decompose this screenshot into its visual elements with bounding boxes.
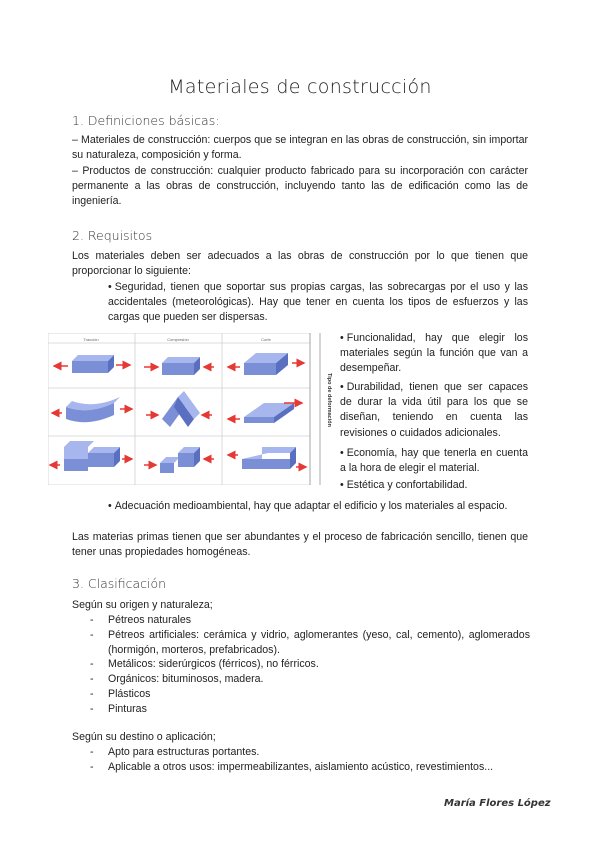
col-header-compresion: Compresión bbox=[167, 337, 189, 342]
section-2-heading: 2. Requisitos bbox=[72, 228, 153, 243]
block-compresion-1 bbox=[144, 357, 214, 375]
block-torsion-1 bbox=[228, 403, 302, 423]
block-traccion-1 bbox=[54, 355, 130, 373]
deformation-diagram bbox=[48, 333, 334, 485]
block-compresion-2 bbox=[144, 447, 214, 473]
requisito-estetica: • Estética y confortabilidad. bbox=[340, 478, 528, 493]
requisito-adecuacion: • Adecuación medioambiental, hay que adaptar el edificio y los materiales al espacio. bbox=[108, 499, 528, 514]
definition-productos: – Productos de construcción: cualquier producto fabricado para su incorporación con carácter permanente a las obras de construcción, incluyendo tanto las de edificación como las de ingeniería. bbox=[72, 165, 528, 208]
requisito-durabilidad: • Durabilidad, tienen que ser capaces de durar la vida útil para los que se diseñan, teniendo en cuenta las revisiones o cuidados adicionales. bbox=[340, 380, 528, 441]
block-corte-1 bbox=[228, 353, 304, 375]
destino-list bbox=[90, 745, 530, 775]
block-pandeo-1 bbox=[146, 391, 212, 427]
block-flexion-1 bbox=[52, 397, 132, 422]
col-header-corte: Corte bbox=[261, 337, 271, 342]
page-title: Materiales de construcción bbox=[168, 76, 432, 98]
definition-materiales: – Materiales de construcción: cuerpos que se integran en las obras de construcción, sin importar su naturaleza, composición y forma. bbox=[72, 134, 528, 162]
origen-list bbox=[90, 613, 530, 717]
block-traccion-2 bbox=[50, 441, 132, 471]
list-item: - Pétreos naturales bbox=[90, 614, 192, 626]
author-signature: María Flores López bbox=[444, 798, 551, 809]
requisito-seguridad: • Seguridad, tienen que soportar sus propias cargas, las sobrecargas por el uso y las accidentales (meteorológicas). Hay que tener en cuenta los tipos de esfuerzos y las cargas que pueden ser dispersas. bbox=[108, 280, 528, 326]
list-item: - Pétreos artificiales: cerámica y vidrio, aglomerantes (yeso, cal, cemento), aglomerados (hormigón, morteros, prefabricados). bbox=[90, 628, 530, 656]
list-item: - Plásticos bbox=[90, 687, 151, 700]
list-item: - Pinturas bbox=[90, 702, 147, 715]
destino-label: Según su destino o aplicación; bbox=[72, 731, 216, 743]
section-1-heading: 1. Definiciones básicas: bbox=[72, 113, 220, 128]
list-item: - Metálicos: siderúrgicos (férricos), no férricos. bbox=[90, 658, 319, 671]
list-item: - Apto para estructuras portantes. bbox=[90, 746, 260, 758]
list-item: - Orgánicos: bituminosos, madera. bbox=[90, 673, 264, 686]
section-3-heading: 3. Clasificación bbox=[72, 576, 167, 591]
figure-side-label: Tipo de deformación bbox=[326, 373, 332, 427]
col-header-traccion: Tracción bbox=[83, 337, 99, 342]
deformation-figure bbox=[48, 333, 334, 485]
origen-label: Según su origen y naturaleza; bbox=[72, 599, 213, 611]
list-item: - Aplicable a otros usos: impermeabilizantes, aislamiento acústico, revestimientos... bbox=[90, 760, 494, 773]
block-corte-2 bbox=[228, 447, 306, 469]
requisito-funcionalidad: • Funcionalidad, hay que elegir los materiales según la función que van a desempeñar. bbox=[340, 331, 528, 377]
requisitos-intro: Los materiales deben ser adecuados a las obras de construcción por lo que tienen que proporcionar lo siguiente: bbox=[72, 250, 528, 278]
requisito-economia: • Economía, hay que tenerla en cuenta a la hora de elegir el material. bbox=[340, 446, 528, 476]
requisitos-closing: Las materias primas tienen que ser abundantes y el proceso de fabricación sencillo, tienen que tener unas propiedades homogéneas. bbox=[72, 531, 528, 559]
